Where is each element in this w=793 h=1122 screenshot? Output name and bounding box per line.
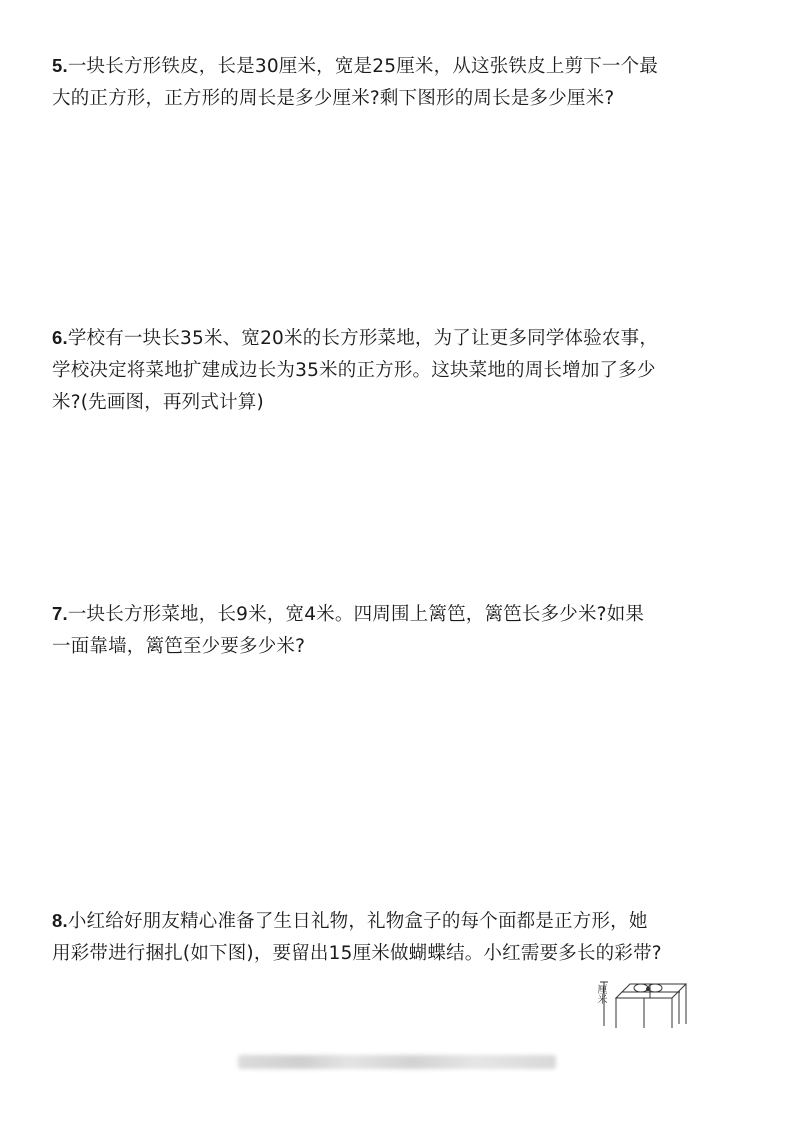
question-text: 一面靠墙，篱笆至少要多少米? [52, 636, 306, 657]
question-number: 8. [52, 910, 68, 931]
question-text: 一块长方形铁皮，长是30厘米，宽是25厘米，从这张铁皮上剪下一个最 [67, 56, 659, 77]
question-line [52, 50, 752, 83]
gift-box-figure [590, 978, 700, 1030]
question-line [52, 598, 752, 631]
gift-box-icon [590, 978, 700, 1030]
question-text: 学校有一块长35米、宽20米的长方形菜地，为了让更多同学体验农事， [67, 328, 659, 349]
question-text: 用彩带进行捆扎(如下图)，要留出15厘米做蝴蝶结。小红需要多长的彩带? [52, 943, 662, 964]
question-text: 米?(先画图，再列式计算) [52, 392, 264, 413]
question-6 [52, 322, 752, 419]
question-number: 6. [52, 327, 68, 348]
question-5 [52, 50, 752, 115]
question-line [52, 905, 752, 938]
question-7 [52, 598, 752, 663]
blurred-watermark [238, 1055, 556, 1069]
question-number: 5. [52, 55, 68, 76]
question-text: 学校决定将菜地扩建成边长为35米的正方形。这块菜地的周长增加了多少 [52, 360, 656, 381]
question-8 [52, 905, 752, 970]
question-text: 一块长方形菜地，长9米，宽4米。四周围上篱笆，篱笆长多少米?如果 [67, 604, 645, 625]
question-text: 小红给好朋友精心准备了生日礼物，礼物盒子的每个面都是正方形，她 [67, 911, 648, 932]
question-text: 大的正方形，正方形的周长是多少厘米?剩下图形的周长是多少厘米? [52, 88, 615, 109]
question-number: 7. [52, 603, 68, 624]
question-line [52, 322, 752, 355]
dimension-label: 厘米 [595, 984, 606, 1004]
